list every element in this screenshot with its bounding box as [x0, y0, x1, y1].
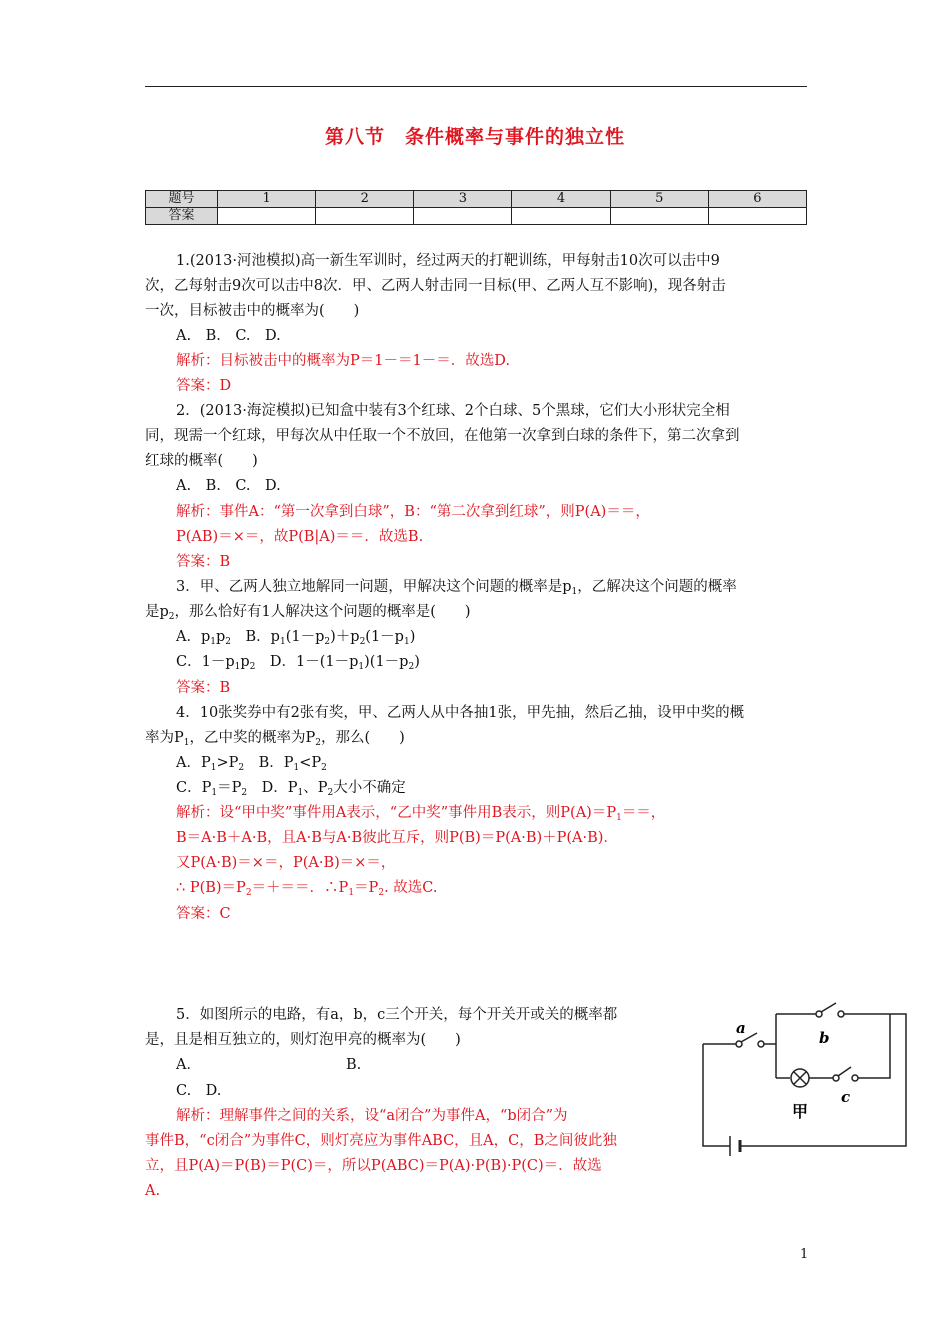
switch-c-contact — [852, 1075, 858, 1081]
q1-stem-line-1: 1.(2013·河池模拟)高一新生军训时，经过两天的打靶训练，甲每射击10次可以击中9 — [176, 253, 720, 269]
header-rule — [145, 86, 807, 87]
q5-analysis-line-4: A. — [145, 1183, 161, 1199]
label-a: a — [736, 1019, 746, 1037]
q3-answer: 答案：B — [176, 680, 231, 696]
switch-c-blade — [838, 1067, 851, 1076]
q3-options-cd: C．$1-p_1p_2$ D．$1-(1-p_1)(1-p_2)$ — [176, 654, 420, 672]
q1-stem-line-2: 次，乙每射击9次可以击中8次．甲、乙两人射击同一目标(甲、乙两人互不影响)，现各射击 — [145, 278, 726, 294]
q2-stem-line-2: 同，现需一个红球，甲每次从中任取一个不放回，在他第一次拿到白球的条件下，第二次拿到 — [145, 428, 740, 444]
q5-analysis-line-2: 事件B，“c闭合”为事件C，则灯亮应为事件ABC，且A，C，B之间彼此独 — [145, 1133, 617, 1149]
circuit-wire-left — [703, 1044, 730, 1146]
q4-stem-line-1: 4．10张奖券中有2张有奖，甲、乙两人从中各抽1张，甲先抽，然后乙抽，设甲中奖的概 — [176, 705, 745, 721]
answer-label: 答案 — [146, 208, 218, 225]
q5-options-cd: C. D. — [176, 1083, 222, 1099]
answer-cell — [218, 208, 316, 225]
q2-options: A. B. C. D. — [176, 478, 281, 494]
q1-answer: 答案：D — [176, 378, 232, 394]
answer-table-answer-row — [146, 208, 807, 225]
question-number-cell: 4 — [512, 191, 610, 208]
answer-cell — [414, 208, 512, 225]
section-title: 第八节 条件概率与事件的独立性 — [324, 126, 625, 148]
switch-b-blade — [821, 1003, 836, 1012]
q3-stem-line-1: 3．甲、乙两人独立地解同一问题，甲解决这个问题的概率是$p_1$，乙解决这个问题的概率 — [176, 579, 737, 597]
q3-options-ab: A．$p_1p_2$ B．$p_1(1-p_2)+p_2(1-p_1)$ — [176, 629, 416, 647]
q4-answer: 答案：C — [176, 906, 231, 922]
q2-analysis-line-2: P(AB)＝×＝，故P(B|A)＝＝．故选B. — [176, 529, 424, 545]
q1-options: A. B. C. D. — [176, 328, 281, 344]
q1-analysis: 解析：目标被击中的概率为P＝1－＝1－＝．故选D. — [176, 353, 510, 369]
page-number: 1 — [800, 1247, 809, 1262]
q2-answer: 答案：B — [176, 554, 231, 570]
q2-stem-line-1: 2．(2013·海淀模拟)已知盒中装有3个红球、2个白球、5个黑球，它们大小形状完全相 — [176, 403, 730, 419]
question-number-cell: 1 — [218, 191, 316, 208]
question-number-cell: 5 — [610, 191, 708, 208]
q5-option-b: B. — [346, 1057, 362, 1073]
q3-stem-line-2: 是$p_2$，那么恰好有1人解决这个问题的概率是( ) — [145, 604, 471, 622]
q5-option-a: A． — [176, 1057, 201, 1073]
q4-analysis-line-3: 又P(A·B)＝×＝，P(A·B)＝×＝， — [176, 855, 396, 871]
switch-a-contact — [758, 1041, 764, 1047]
branch-right-wire — [858, 1014, 890, 1078]
q4-analysis-line-1: 解析：设“甲中奖”事件用A表示，“乙中奖”事件用B表示，则$P(A)=P_1==$， — [176, 805, 666, 823]
q4-analysis-line-4: ∴ $P(B)=P_2=+==$．$\therefore P_1=P_2$. 故选C. — [176, 880, 438, 898]
q5-stem-line-1: 5．如图所示的电路，有a，b，c三个开关，每个开关开或关的概率都 — [176, 1007, 618, 1023]
q5-analysis-line-3: 立，且P(A)＝P(B)＝P(C)＝，所以P(ABC)＝P(A)·P(B)·P(C)＝．故选 — [145, 1158, 602, 1174]
q1-stem-line-3: 一次，目标被击中的概率为( ) — [145, 303, 360, 319]
lamp-label: 甲 — [792, 1102, 809, 1121]
answer-cell — [512, 208, 610, 225]
q4-analysis-line-2: B＝A·B＋A·B，且A·B与A·B彼此互斥，则P(B)＝P(A·B)＋P(A·B)． — [176, 830, 618, 846]
question-number-cell: 3 — [414, 191, 512, 208]
label-b: b — [819, 1029, 830, 1047]
q2-stem-line-3: 红球的概率( ) — [145, 453, 258, 469]
q2-analysis-line-1: 解析：事件A：“第一次拿到白球”，B：“第二次拿到红球”，则P(A)＝＝， — [176, 504, 650, 520]
switch-b-contact — [838, 1011, 844, 1017]
q4-options-cd: C．$P_1=P_2$ D．$P_1$、$P_2$大小不确定 — [176, 780, 406, 798]
question-number-cell: 6 — [708, 191, 806, 208]
answer-cell — [610, 208, 708, 225]
answer-cell — [708, 208, 806, 225]
label-c: c — [841, 1088, 851, 1106]
q5-analysis-line-1: 解析：理解事件之间的关系，设“a闭合”为事件A，“b闭合”为 — [176, 1108, 568, 1124]
answer-table-header-row — [146, 191, 807, 208]
question-number-label: 题号 — [146, 191, 218, 208]
question-number-cell: 2 — [316, 191, 414, 208]
answer-cell — [316, 208, 414, 225]
q4-stem-line-2: 率为$P_1$，乙中奖的概率为$P_2$，那么( ) — [145, 730, 405, 748]
q4-options-ab: A．$P_1>P_2$ B．$P_1<P_2$ — [176, 755, 327, 773]
circuit-diagram — [700, 1000, 910, 1160]
answer-table — [145, 190, 807, 225]
q5-stem-line-2: 是，且是相互独立的，则灯泡甲亮的概率为( ) — [145, 1032, 461, 1048]
